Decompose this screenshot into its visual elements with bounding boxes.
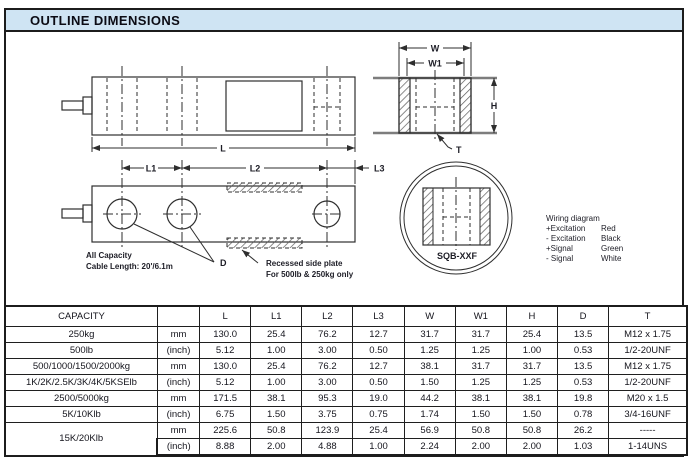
note-recessed-2: For 500lb & 250kg only <box>266 270 354 279</box>
page-title: OUTLINE DIMENSIONS <box>30 12 181 28</box>
unit-cell: mm <box>157 359 199 375</box>
cable-connector <box>83 97 92 114</box>
value-cell: 0.75 <box>353 407 404 423</box>
recessed-plate-bottom <box>227 238 302 248</box>
dim-label-D: D <box>220 258 227 268</box>
value-cell: 1-14UNS <box>609 439 687 456</box>
value-cell: 0.50 <box>353 375 404 391</box>
section-title-bar <box>4 8 684 32</box>
value-cell: 6.75 <box>200 407 251 423</box>
cable-stub <box>62 101 83 110</box>
note-all-capacity: All Capacity <box>86 251 132 260</box>
value-cell: 2.00 <box>506 439 557 456</box>
value-cell: 38.1 <box>404 359 455 375</box>
wiring-signal: - Excitation <box>546 234 586 243</box>
wiring-title: Wiring diagram <box>546 214 600 223</box>
value-cell: 31.7 <box>455 327 506 343</box>
value-cell: 130.0 <box>200 359 251 375</box>
header-L3: L3 <box>353 306 404 327</box>
value-cell: 12.7 <box>353 359 404 375</box>
value-cell: 95.3 <box>302 391 353 407</box>
value-cell: 5.12 <box>200 375 251 391</box>
header-unit <box>157 306 199 327</box>
value-cell: 13.5 <box>558 359 609 375</box>
note-recessed-1: Recessed side plate <box>266 259 343 268</box>
end-view <box>373 42 497 155</box>
value-cell: 1.50 <box>455 407 506 423</box>
table-row <box>5 327 687 343</box>
value-cell: 19.0 <box>353 391 404 407</box>
value-cell: 1.00 <box>251 375 302 391</box>
table-row <box>5 375 687 391</box>
value-cell: 3.00 <box>302 375 353 391</box>
capacity-cell: 15K/20Klb <box>5 423 157 456</box>
value-cell: 56.9 <box>404 423 455 439</box>
value-cell: 25.4 <box>251 359 302 375</box>
value-cell: 1.50 <box>506 407 557 423</box>
value-cell: 31.7 <box>506 359 557 375</box>
value-cell: 1/2-20UNF <box>609 343 687 359</box>
capacity-cell: 1K/2K/2.5K/3K/4K/5KSElb <box>5 375 157 391</box>
header-capacity: CAPACITY <box>5 306 157 327</box>
value-cell: 8.88 <box>200 439 251 456</box>
table-header-row <box>5 306 687 327</box>
dim-label-L1: L1 <box>145 163 157 174</box>
value-cell: 38.1 <box>506 391 557 407</box>
header-L2: L2 <box>302 306 353 327</box>
value-cell: 0.53 <box>558 375 609 391</box>
value-cell: 1.25 <box>455 343 506 359</box>
value-cell: 1.50 <box>404 375 455 391</box>
value-cell: 38.1 <box>455 391 506 407</box>
value-cell: ----- <box>609 423 687 439</box>
wiring-color: Black <box>601 234 621 243</box>
header-W: W <box>404 306 455 327</box>
value-cell: 1.74 <box>404 407 455 423</box>
value-cell: 2.00 <box>251 439 302 456</box>
value-cell: 1/2-20UNF <box>609 375 687 391</box>
header-L1: L1 <box>251 306 302 327</box>
value-cell: 2.00 <box>455 439 506 456</box>
unit-cell: (inch) <box>157 375 199 391</box>
wiring-color: Red <box>601 224 616 233</box>
value-cell: 76.2 <box>302 359 353 375</box>
value-cell: M20 x 1.5 <box>609 391 687 407</box>
wiring-color: Green <box>601 244 624 253</box>
value-cell: 50.8 <box>455 423 506 439</box>
value-cell: 2.24 <box>404 439 455 456</box>
value-cell: 1.25 <box>455 375 506 391</box>
capacity-cell: 500lb <box>5 343 157 359</box>
value-cell: 13.5 <box>558 327 609 343</box>
header-W1: W1 <box>455 306 506 327</box>
table-row <box>5 407 687 423</box>
dim-label-W1: W1 <box>428 58 442 69</box>
value-cell: 19.8 <box>558 391 609 407</box>
recessed-plate-top <box>227 183 302 192</box>
value-cell: 44.2 <box>404 391 455 407</box>
value-cell: 26.2 <box>558 423 609 439</box>
value-cell: 38.1 <box>251 391 302 407</box>
cable-stub-top <box>62 209 83 218</box>
table-row <box>5 343 687 359</box>
table-row <box>5 423 687 439</box>
value-cell: 123.9 <box>302 423 353 439</box>
value-cell: 1.25 <box>404 343 455 359</box>
header-L: L <box>200 306 251 327</box>
value-cell: 25.4 <box>251 327 302 343</box>
unit-cell: (inch) <box>157 439 199 456</box>
header-D: D <box>558 306 609 327</box>
value-cell: 3.00 <box>302 343 353 359</box>
value-cell: 171.5 <box>200 391 251 407</box>
capacity-cell: 500/1000/1500/2000kg <box>5 359 157 375</box>
value-cell: 1.00 <box>506 343 557 359</box>
model-label: SQB-XXF <box>436 251 478 261</box>
capacity-cell: 250kg <box>5 327 157 343</box>
side-view <box>62 66 355 154</box>
dim-label-L3: L3 <box>374 163 385 174</box>
dim-label-H: H <box>490 101 498 111</box>
wiring-signal: +Signal <box>546 244 573 253</box>
header-T: T <box>609 306 687 327</box>
wiring-color: White <box>601 254 622 263</box>
dim-label-T: T <box>456 145 462 155</box>
value-cell: 50.8 <box>506 423 557 439</box>
value-cell: 1.03 <box>558 439 609 456</box>
value-cell: 25.4 <box>506 327 557 343</box>
dim-label-W: W <box>430 43 440 54</box>
wiring-diagram <box>546 214 623 263</box>
value-cell: 25.4 <box>353 423 404 439</box>
value-cell: 1.25 <box>506 375 557 391</box>
dimensions-table <box>4 305 688 456</box>
label-plate <box>226 81 302 131</box>
wiring-signal: - Signal <box>546 254 574 263</box>
table-row <box>5 359 687 375</box>
wiring-signal: +Excitation <box>546 224 586 233</box>
dim-label-L2: L2 <box>249 163 261 174</box>
value-cell: 0.50 <box>353 343 404 359</box>
note-cable-length: Cable Length: 20'/6.1m <box>86 262 173 271</box>
header-H: H <box>506 306 557 327</box>
capacity-cell: 5K/10Klb <box>5 407 157 423</box>
top-view <box>62 160 385 279</box>
value-cell: 0.53 <box>558 343 609 359</box>
table-row <box>5 391 687 407</box>
value-cell: 3/4-16UNF <box>609 407 687 423</box>
value-cell: M12 x 1.75 <box>609 359 687 375</box>
value-cell: 50.8 <box>251 423 302 439</box>
unit-cell: (inch) <box>157 343 199 359</box>
value-cell: 4.88 <box>302 439 353 456</box>
technical-drawing <box>4 32 688 305</box>
value-cell: 1.50 <box>251 407 302 423</box>
capacity-cell: 2500/5000kg <box>5 391 157 407</box>
value-cell: 12.7 <box>353 327 404 343</box>
value-cell: 31.7 <box>404 327 455 343</box>
value-cell: 130.0 <box>200 327 251 343</box>
unit-cell: mm <box>157 327 199 343</box>
loadcell-body-side <box>92 77 355 135</box>
value-cell: 225.6 <box>200 423 251 439</box>
thread-detail-view <box>400 162 512 274</box>
unit-cell: mm <box>157 423 199 439</box>
unit-cell: (inch) <box>157 407 199 423</box>
value-cell: 1.00 <box>251 343 302 359</box>
value-cell: 3.75 <box>302 407 353 423</box>
value-cell: 0.78 <box>558 407 609 423</box>
value-cell: 31.7 <box>455 359 506 375</box>
cable-connector-top <box>83 205 92 222</box>
unit-cell: mm <box>157 391 199 407</box>
value-cell: 76.2 <box>302 327 353 343</box>
dim-label-L: L <box>220 143 226 154</box>
value-cell: 1.00 <box>353 439 404 456</box>
value-cell: M12 x 1.75 <box>609 327 687 343</box>
value-cell: 5.12 <box>200 343 251 359</box>
